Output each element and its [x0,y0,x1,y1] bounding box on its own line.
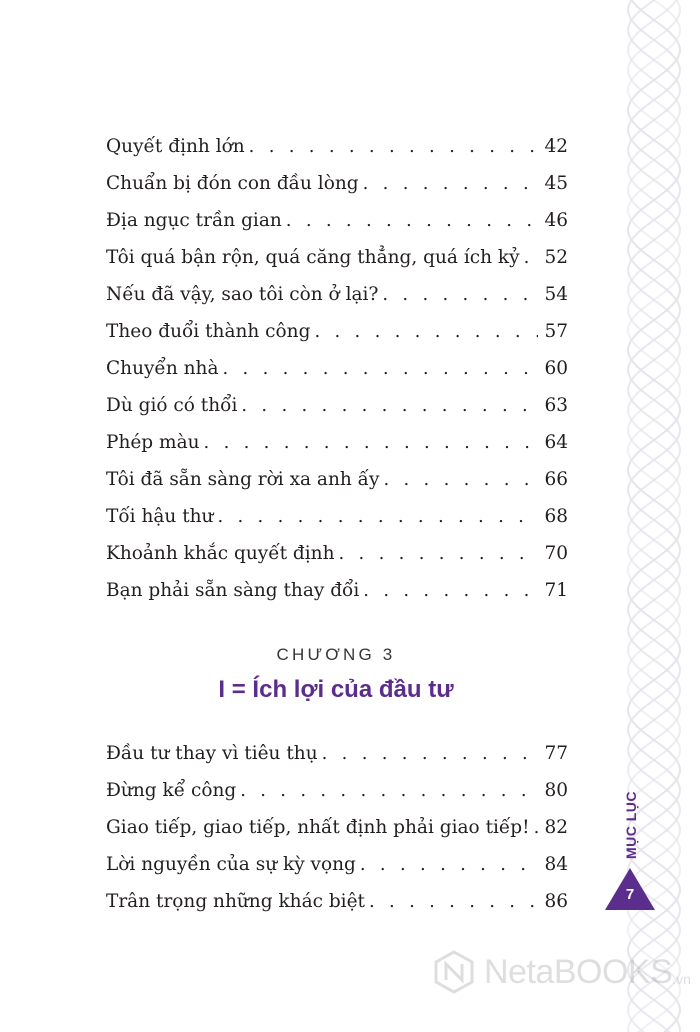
toc-entry-title: Bạn phải sẵn sàng thay đổi [106,580,360,601]
toc-entry[interactable] [106,738,568,775]
toc-entry-page: 57 [544,321,568,342]
toc-entry-title: Chuyển nhà [106,358,219,379]
toc-entry[interactable] [106,464,568,501]
dot-leader [322,738,539,770]
dot-leader [249,131,539,163]
toc-entry[interactable] [106,242,568,279]
dot-leader [524,242,539,274]
dot-leader [382,279,538,311]
toc-entry[interactable] [106,849,568,886]
toc-entry[interactable] [106,205,568,242]
dot-leader [363,575,538,607]
toc-entry-page: 84 [544,854,568,875]
toc-entry-page: 54 [544,284,568,305]
toc-entry-page: 70 [544,543,568,564]
toc-entry-title: Chuẩn bị đón con đầu lòng [106,173,359,194]
toc-entry[interactable] [106,538,568,575]
watermark-suffix: .vn [672,971,691,987]
toc-entry-title: Địa ngục trần gian [106,210,282,231]
toc-entry-page: 60 [544,358,568,379]
dot-leader [241,390,538,422]
toc-entry-title: Tôi quá bận rộn, quá căng thẳng, quá ích kỷ [106,247,520,268]
chapter-label: CHƯƠNG 3 [276,645,396,664]
toc-entry-title: Nếu đã vậy, sao tôi còn ở lại? [106,284,379,305]
toc-list-lower [106,738,568,923]
dot-leader [240,775,538,807]
watermark-brand: NetaBOOKS [484,952,673,991]
toc-entry[interactable] [106,353,568,390]
chapter-title: I = Ích lợi của đầu tư [218,676,454,703]
toc-entry[interactable] [106,775,568,812]
toc-entry-title: Tôi đã sẵn sàng rời xa anh ấy [106,469,380,490]
dot-leader [314,316,538,348]
toc-entry-page: 80 [544,780,568,801]
toc-entry-title: Phép màu [106,432,200,453]
toc-entry[interactable] [106,427,568,464]
toc-entry-page: 66 [544,469,568,490]
toc-entry-page: 71 [544,580,568,601]
toc-entry-title: Dù gió có thổi [106,395,238,416]
toc-entry-page: 86 [544,891,568,912]
toc-list-upper [106,131,568,612]
toc-entry[interactable] [106,501,568,538]
dot-leader [339,538,539,570]
toc-entry[interactable] [106,131,568,168]
dot-leader [286,205,539,237]
toc-entry-page: 63 [544,395,568,416]
toc-entry[interactable] [106,812,568,849]
dot-leader [204,427,539,459]
toc-entry-page: 64 [544,432,568,453]
toc-entry-page: 77 [544,743,568,764]
dot-leader [363,168,539,200]
toc-entry[interactable] [106,575,568,612]
toc-entry-page: 82 [544,817,568,838]
toc-entry-title: Giao tiếp, giao tiếp, nhất định phải giao tiếp! [106,817,530,838]
toc-entry-title: Quyết định lớn [106,136,245,157]
toc-entry-title: Tối hậu thư [106,506,214,527]
toc-entry-title: Khoảnh khắc quyết định [106,543,335,564]
netabooks-logo-icon [432,950,476,994]
section-side-label [596,770,666,880]
dot-leader [369,886,538,918]
toc-entry[interactable] [106,279,568,316]
toc-entry-page: 68 [544,506,568,527]
toc-entry-page: 45 [544,173,568,194]
toc-entry[interactable] [106,168,568,205]
toc-entry-page: 42 [544,136,568,157]
dot-leader [383,464,538,496]
toc-entry-page: 46 [544,210,568,231]
dot-leader [534,812,539,844]
toc-entry-title: Theo đuổi thành công [106,321,311,342]
page-number: 7 [625,886,635,903]
dot-leader [217,501,538,533]
dot-leader [222,353,538,385]
toc-entry-title: Đầu tư thay vì tiêu thụ [106,743,318,764]
toc-entry-page: 52 [544,247,568,268]
section-label-text: MỤC LỤC [622,790,639,860]
toc-entry-title: Trân trọng những khác biệt [106,891,365,912]
toc-entry[interactable] [106,316,568,353]
watermark [432,944,694,1000]
dot-leader [360,849,539,881]
toc-entry[interactable] [106,886,568,923]
toc-entry-title: Lời nguyền của sự kỳ vọng [106,854,356,875]
toc-entry[interactable] [106,390,568,427]
toc-entry-title: Đừng kể công [106,780,237,801]
